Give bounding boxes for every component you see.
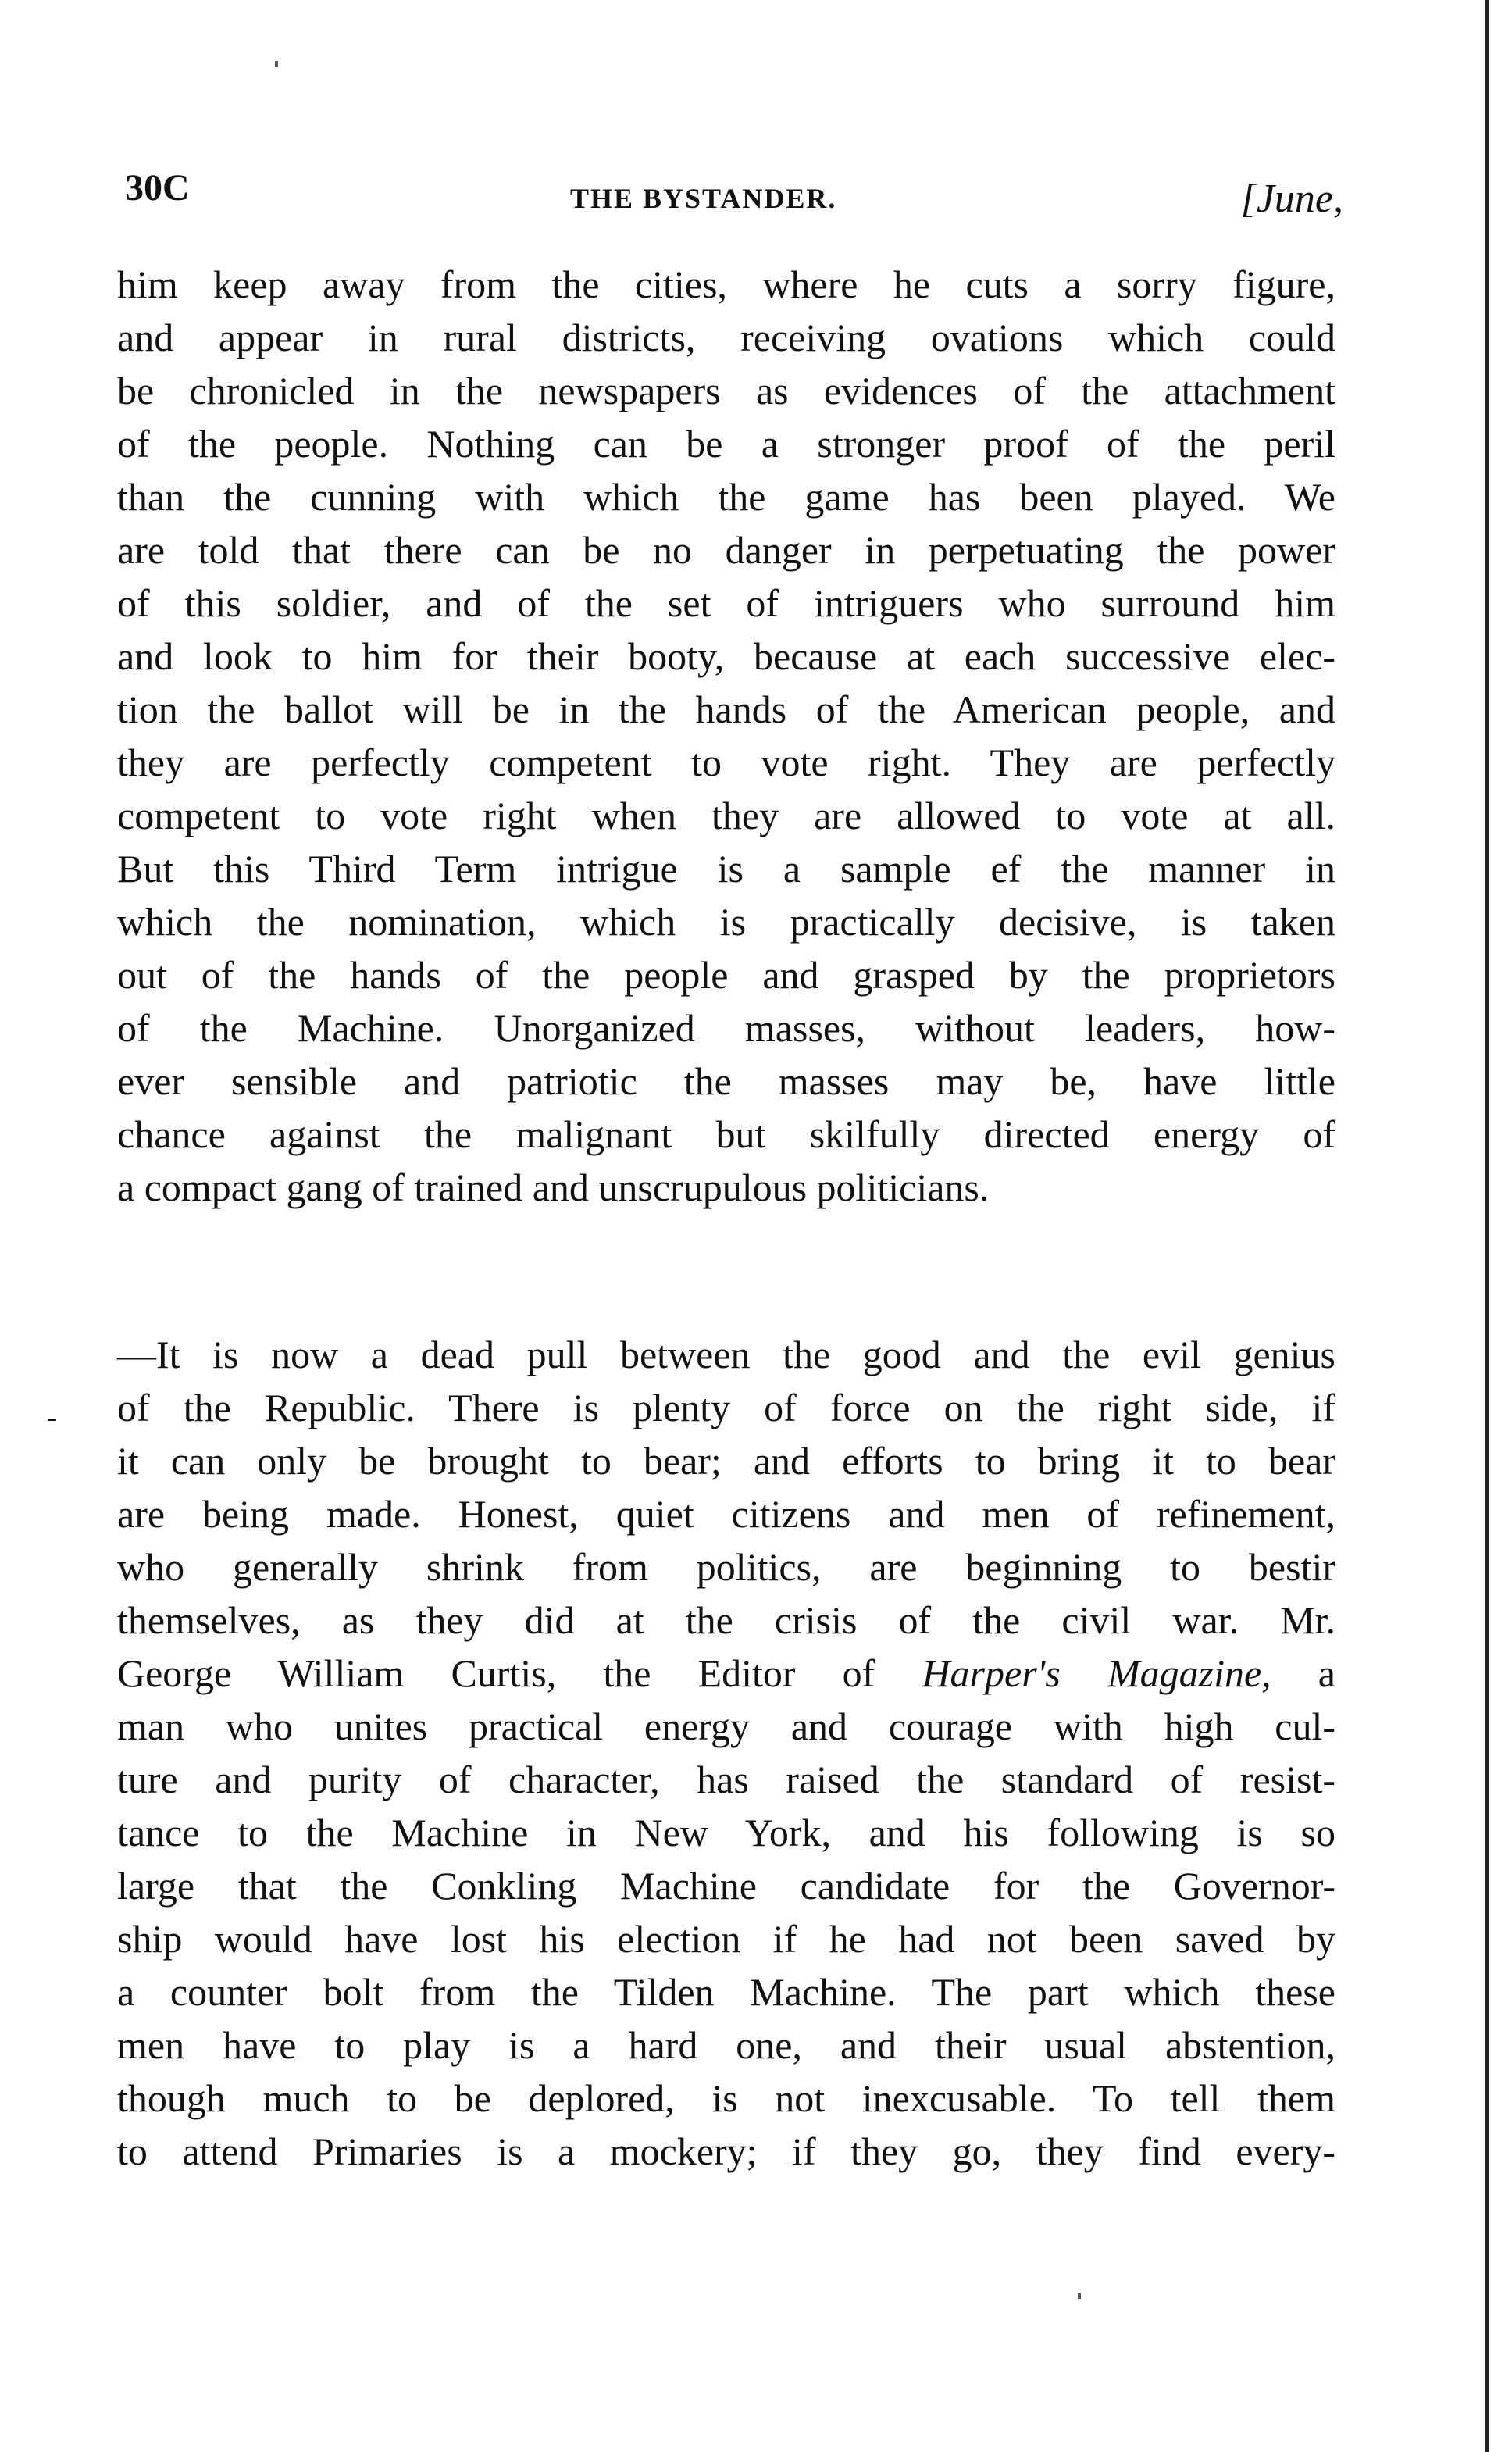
text-line: it can only be brought to bear; and efforts to bring it to bear (117, 1439, 1335, 1483)
text-line: are being made. Honest, quiet citizens and men of refinement, (117, 1492, 1335, 1536)
text-line: man who unites practical energy and courage with high cul- (117, 1704, 1335, 1748)
italic-title: Harper's Magazine, (922, 1651, 1271, 1695)
text-line: large that the Conkling Machine candidate for the Governor- (117, 1864, 1335, 1908)
text-line: But this Third Term intrigue is a sample ef the manner in (117, 847, 1335, 891)
text-line: ture and purity of character, has raised the standard of resist- (117, 1758, 1335, 1801)
text-line: of the Republic. There is plenty of force on the right side, if (117, 1386, 1335, 1429)
text-line: they are perfectly competent to vote right. They are perfectly (117, 741, 1335, 784)
text-segment: George William Curtis, the Editor of (117, 1651, 922, 1695)
text-line: and look to him for their booty, because at each successive elec- (117, 634, 1335, 678)
page-edge-line (1485, 0, 1489, 2452)
text-line: him keep away from the cities, where he cuts a sorry figure, (117, 262, 1335, 306)
scan-speck (1078, 2293, 1081, 2299)
text-line: of the Machine. Unorganized masses, without leaders, how- (117, 1006, 1335, 1050)
text-line: who generally shrink from politics, are beginning to bestir (117, 1545, 1335, 1589)
text-line: —It is now a dead pull between the good and the evil genius (117, 1333, 1335, 1376)
text-line: tance to the Machine in New York, and his following is so (117, 1811, 1335, 1854)
text-segment: a (1271, 1651, 1335, 1695)
text-line: though much to be deplored, is not inexcusable. To tell them (117, 2076, 1335, 2120)
paragraph-2 (117, 1328, 1335, 2178)
scan-speck (275, 61, 278, 67)
text-line: than the cunning with which the game has been played. We (117, 475, 1335, 519)
text-line: ship would have lost his election if he had not been saved by (117, 1917, 1335, 1961)
paragraph-1 (117, 258, 1335, 1214)
text-line: are told that there can be no danger in perpetuating the power (117, 528, 1335, 572)
text-line: of the people. Nothing can be a stronger proof of the peril (117, 422, 1335, 466)
text-line: to attend Primaries is a mockery; if they go, they find every- (117, 2129, 1335, 2173)
text-line: tion the ballot will be in the hands of the American people, and (117, 687, 1335, 731)
text-line: a compact gang of trained and unscrupulous politicians. (117, 1165, 990, 1209)
text-line: a counter bolt from the Tilden Machine. The part which these (117, 1970, 1335, 2014)
text-line: competent to vote right when they are allowed to vote at all. (117, 794, 1335, 837)
text-line: chance against the malignant but skilfully directed energy of (117, 1112, 1335, 1156)
running-title: THE BYSTANDER. (570, 183, 837, 214)
running-month: [June, (1240, 177, 1343, 221)
text-line: out of the hands of the people and grasped by the proprietors (117, 953, 1335, 997)
text-line: which the nomination, which is practically decisive, is taken (117, 900, 1335, 944)
text-line: themselves, as they did at the crisis of the civil war. Mr. (117, 1598, 1335, 1642)
text-line: ever sensible and patriotic the masses may be, have little (117, 1059, 1335, 1103)
text-line: of this soldier, and of the set of intriguers who surround him (117, 581, 1335, 625)
text-line: be chronicled in the newspapers as evidences of the attachment (117, 369, 1335, 412)
text-line: and appear in rural districts, receiving ovations which could (117, 316, 1335, 359)
margin-mark: - (47, 1399, 58, 1434)
page-number: 30C (125, 167, 190, 209)
text-line: men have to play is a hard one, and their usual abstention, (117, 2023, 1335, 2067)
text-line-with-italic (117, 1647, 1335, 1700)
running-header (125, 152, 1343, 223)
